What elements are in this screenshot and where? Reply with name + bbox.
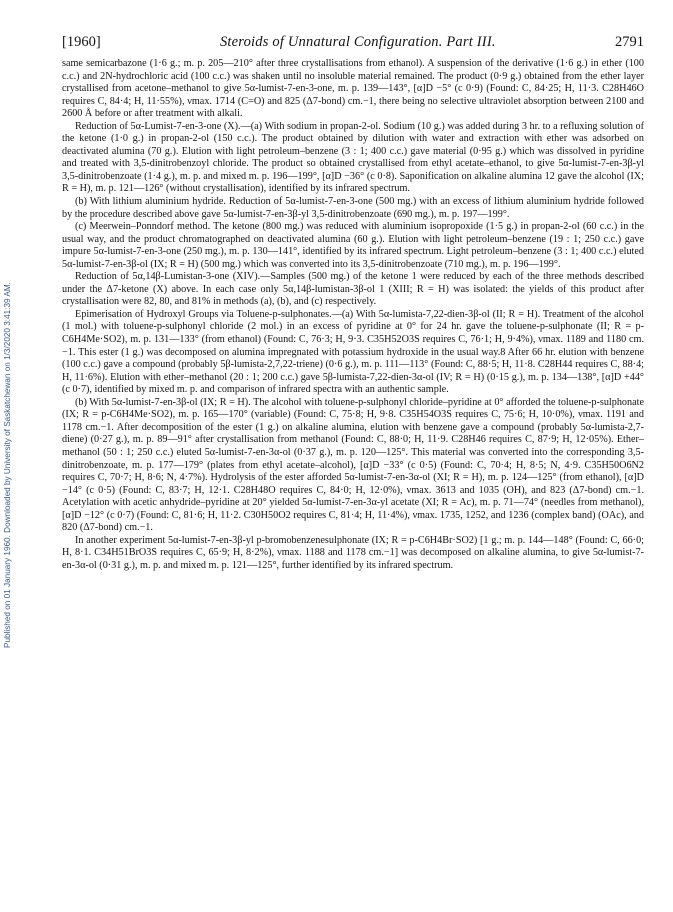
paragraph-epimerisation-b: (b) With 5α-lumist-7-en-3β-ol (IX; R = H). The alcohol with toluene-p-sulphonyl chloride–pyridine at 0° afforded the toluene-p-sulphonate (IX; R = p-C6H4Me·SO2), m. p. 165—170° (variable) (Found: C, 75·8; H, 9·8. C35H54O3S requires C, 75·6; H, 10·0%), νmax. 1191 and 1178 cm.−1. After decomposition of the ester (1 g.) on alkaline alumina, elution with benzene gave a compound (probably 5α-lumista-2,7-diene) (0·27 g.), m. p. 89—91° after crystallisation from methanol (Found: C, 88·0; H, 11·9. C28H46 requires C, 87·9; H, 12·05%). Ether–methanol (50 : 1; 250 c.c.) eluted 5α-lumist-7-en-3α-ol (0·37 g.), m. p. 120—125°. This material was converted into the corresponding 3,5-dinitrobenzoate, m. p. 177—179° (plates from ethyl acetate–alcohol), [α]D −33° (c 0·5) (Found: C, 70·4; H, 8·5; N, 4·9. C35H50O6N2 requires C, 70·7; H, 8·6; N, 4·7%). Hydrolysis of the ester afforded 5α-lumist-7-en-3α-ol (XI; R = H), m. p. 124—125° (from ethanol), [α]D −14° (c 0·5) (Found: C, 83·7; H, 12·1. C28H48O requires C, 84·0; H, 12·0%), νmax. 3613 and 1035 (OH), and 823 (Δ7-bond) cm.−1. Acetylation with acetic anhydride–pyridine at 20° yielded 5α-lumist-7-en-3α-yl acetate (XI; R = Ac), m. p. 71—74° (needles from methanol), [α]D −12° (c 0·7) (Found: C, 81·6; H, 11·2. C30H50O2 requires C, 81·4; H, 11·4%), νmax. 1735, 1252, and 1236 (complex band) (OAc), and 820 (Δ7-bond) cm.−1. bbox=[62, 396, 644, 534]
journal-page bbox=[62, 14, 644, 572]
download-watermark: Published on 01 January 1960. Downloaded by University of Saskatchewan on 1/3/2020 3:41:39 AM. bbox=[3, 282, 12, 648]
paragraph-meerwein-ponndorf: (c) Meerwein–Ponndorf method. The ketone (800 mg.) was reduced with aluminium isopropoxide (1·5 g.) in propan-2-ol (60 c.c.) in the usual way, and the product chromatographed on deactivated alumina (60 g.). Elution with light petroleum–benzene (19 : 1; 250 c.c.) gave impure 5α-lumist-7-en-3-one (250 mg.), m. p. 130—141°, identified by its infrared spectrum. Light petroleum–benzene (3 : 1; 400 c.c.) eluted 5α-lumist-7-en-3β-ol (IX; R = H) (500 mg.) which was converted into its 3,5-dinitrobenzoate (710 mg.), m. p. 196—199°. bbox=[62, 221, 644, 270]
paragraph-epimerisation-a: Epimerisation of Hydroxyl Groups via Toluene-p-sulphonates.—(a) With 5α-lumista-7,22-dien-3β-ol (II; R = H). Treatment of the alcohol (1 mol.) with toluene-p-sulphonyl chloride (2 mol.) in an excess of pyridine at 0° for 24 hr. gave the toluene-p-sulphonate (II; R = p-C6H4Me·SO2), m. p. 131—133° (from ethanol) (Found: C, 76·3; H, 9·3. C35H52O3S requires C, 76·1; H, 9·4%), νmax. 1189 and 1180 cm.−1. This ester (1 g.) was decomposed on alumina impregnated with potassium hydroxide in the usual way.8 After 66 hr. elution with benzene (100 c.c.) gave a compound (probably 5β-lumista-2,7,22-triene) (0·6 g.), m. p. 111—113° (Found: C, 88·5; H, 11·8. C28H44 requires C, 88·4; H, 11·6%). Elution with ether–methanol (20 : 1; 200 c.c.) gave 5β-lumista-7,22-dien-3α-ol (IV; R = H) (0·15 g.), m. p. 134—138°, [α]D +44° (c 0·7), identified by mixed m. p. and comparison of infrared spectra with an authentic sample. bbox=[62, 308, 644, 396]
year-label: [1960] bbox=[62, 34, 101, 50]
paragraph-semicarbazone: same semicarbazone (1·6 g.; m. p. 205—210° after three crystallisations from ethanol). A suspension of the derivative (1·6 g.) in ether (100 c.c.) and 2N-hydrochloric acid (100 c.c.) was shaken until no insoluble material remained. The product (0·9 g.) obtained from the ether layer crystallised from acetone–methanol to give 5α-lumist-7-en-3-one, m. p. 139—143°, [α]D −5° (c 0·9) (Found: C, 84·25; H, 11·3. C28H46O requires C, 84·4; H, 11·55%), νmax. 1714 (C=O) and 825 (Δ7-bond) cm.−1, there being no selective ultraviolet absorption between 2100 and 2600 Å before or after treatment with alkali. bbox=[62, 58, 644, 120]
running-title: Steroids of Unnatural Configuration. Part III. bbox=[219, 34, 496, 50]
article-body bbox=[62, 58, 644, 572]
paragraph-bromobenzenesulphonate: In another experiment 5α-lumist-7-en-3β-yl p-bromobenzenesulphonate (IX; R = p-C6H4Br·SO2) [1 g.; m. p. 144—148° (Found: C, 66·0; H, 8·1. C34H51BrO3S requires C, 65·9; H, 8·2%), νmax. 1188 and 1178 cm.−1] was decomposed on alkaline alumina, to give 5α-lumist-7-en-3α-ol (0·31 g.), m. p. and mixed m. p. 121—125°, further identified by its infrared spectrum. bbox=[62, 534, 644, 571]
page-number: 2791 bbox=[614, 34, 644, 50]
paragraph-lumistanone-reduction: Reduction of 5α,14β-Lumistan-3-one (XIV).—Samples (500 mg.) of the ketone 1 were reduced by each of the three methods described under the Δ7-ketone (X) above. In each case only 5α,14β-lumistan-3β-ol 1 (XIII; R = H) was isolated: the yields of this product after crystallisation were 82, 80, and 81% in methods (a), (b), and (c) respectively. bbox=[62, 271, 644, 308]
running-header bbox=[62, 34, 644, 51]
paragraph-lithium-aluminium-hydride: (b) With lithium aluminium hydride. Reduction of 5α-lumist-7-en-3-one (500 mg.) with an excess of lithium aluminium hydride followed by the procedure described above gave 5α-lumist-7-en-3β-yl 3,5-dinitrobenzoate (690 mg.), m. p. 197—199°. bbox=[62, 196, 644, 220]
paragraph-reduction-sodium: Reduction of 5α-Lumist-7-en-3-one (X).—(a) With sodium in propan-2-ol. Sodium (10 g.) was added during 3 hr. to a refluxing solution of the ketone (1·0 g.) in propan-2-ol (150 c.c.). The product obtained by dilution with water and extraction with ether was adsorbed on deactivated alumina (70 g.). Elution with light petroleum–benzene (3 : 1; 400 c.c.) gave material (0·95 g.) which was dissolved in pyridine and treated with 3,5-dinitrobenzoyl chloride. The product so obtained crystallised from ethyl acetate–ethanol, to give 5α-lumist-7-en-3β-yl 3,5-dinitrobenzoate (1·4 g.), m. p. and mixed m. p. 196—199°, [α]D −36° (c 0·8). Saponification on alkaline alumina 12 gave the alcohol (IX; R = H), m. p. 121—126° (without crystallisation), identified by its infrared spectrum. bbox=[62, 120, 644, 195]
